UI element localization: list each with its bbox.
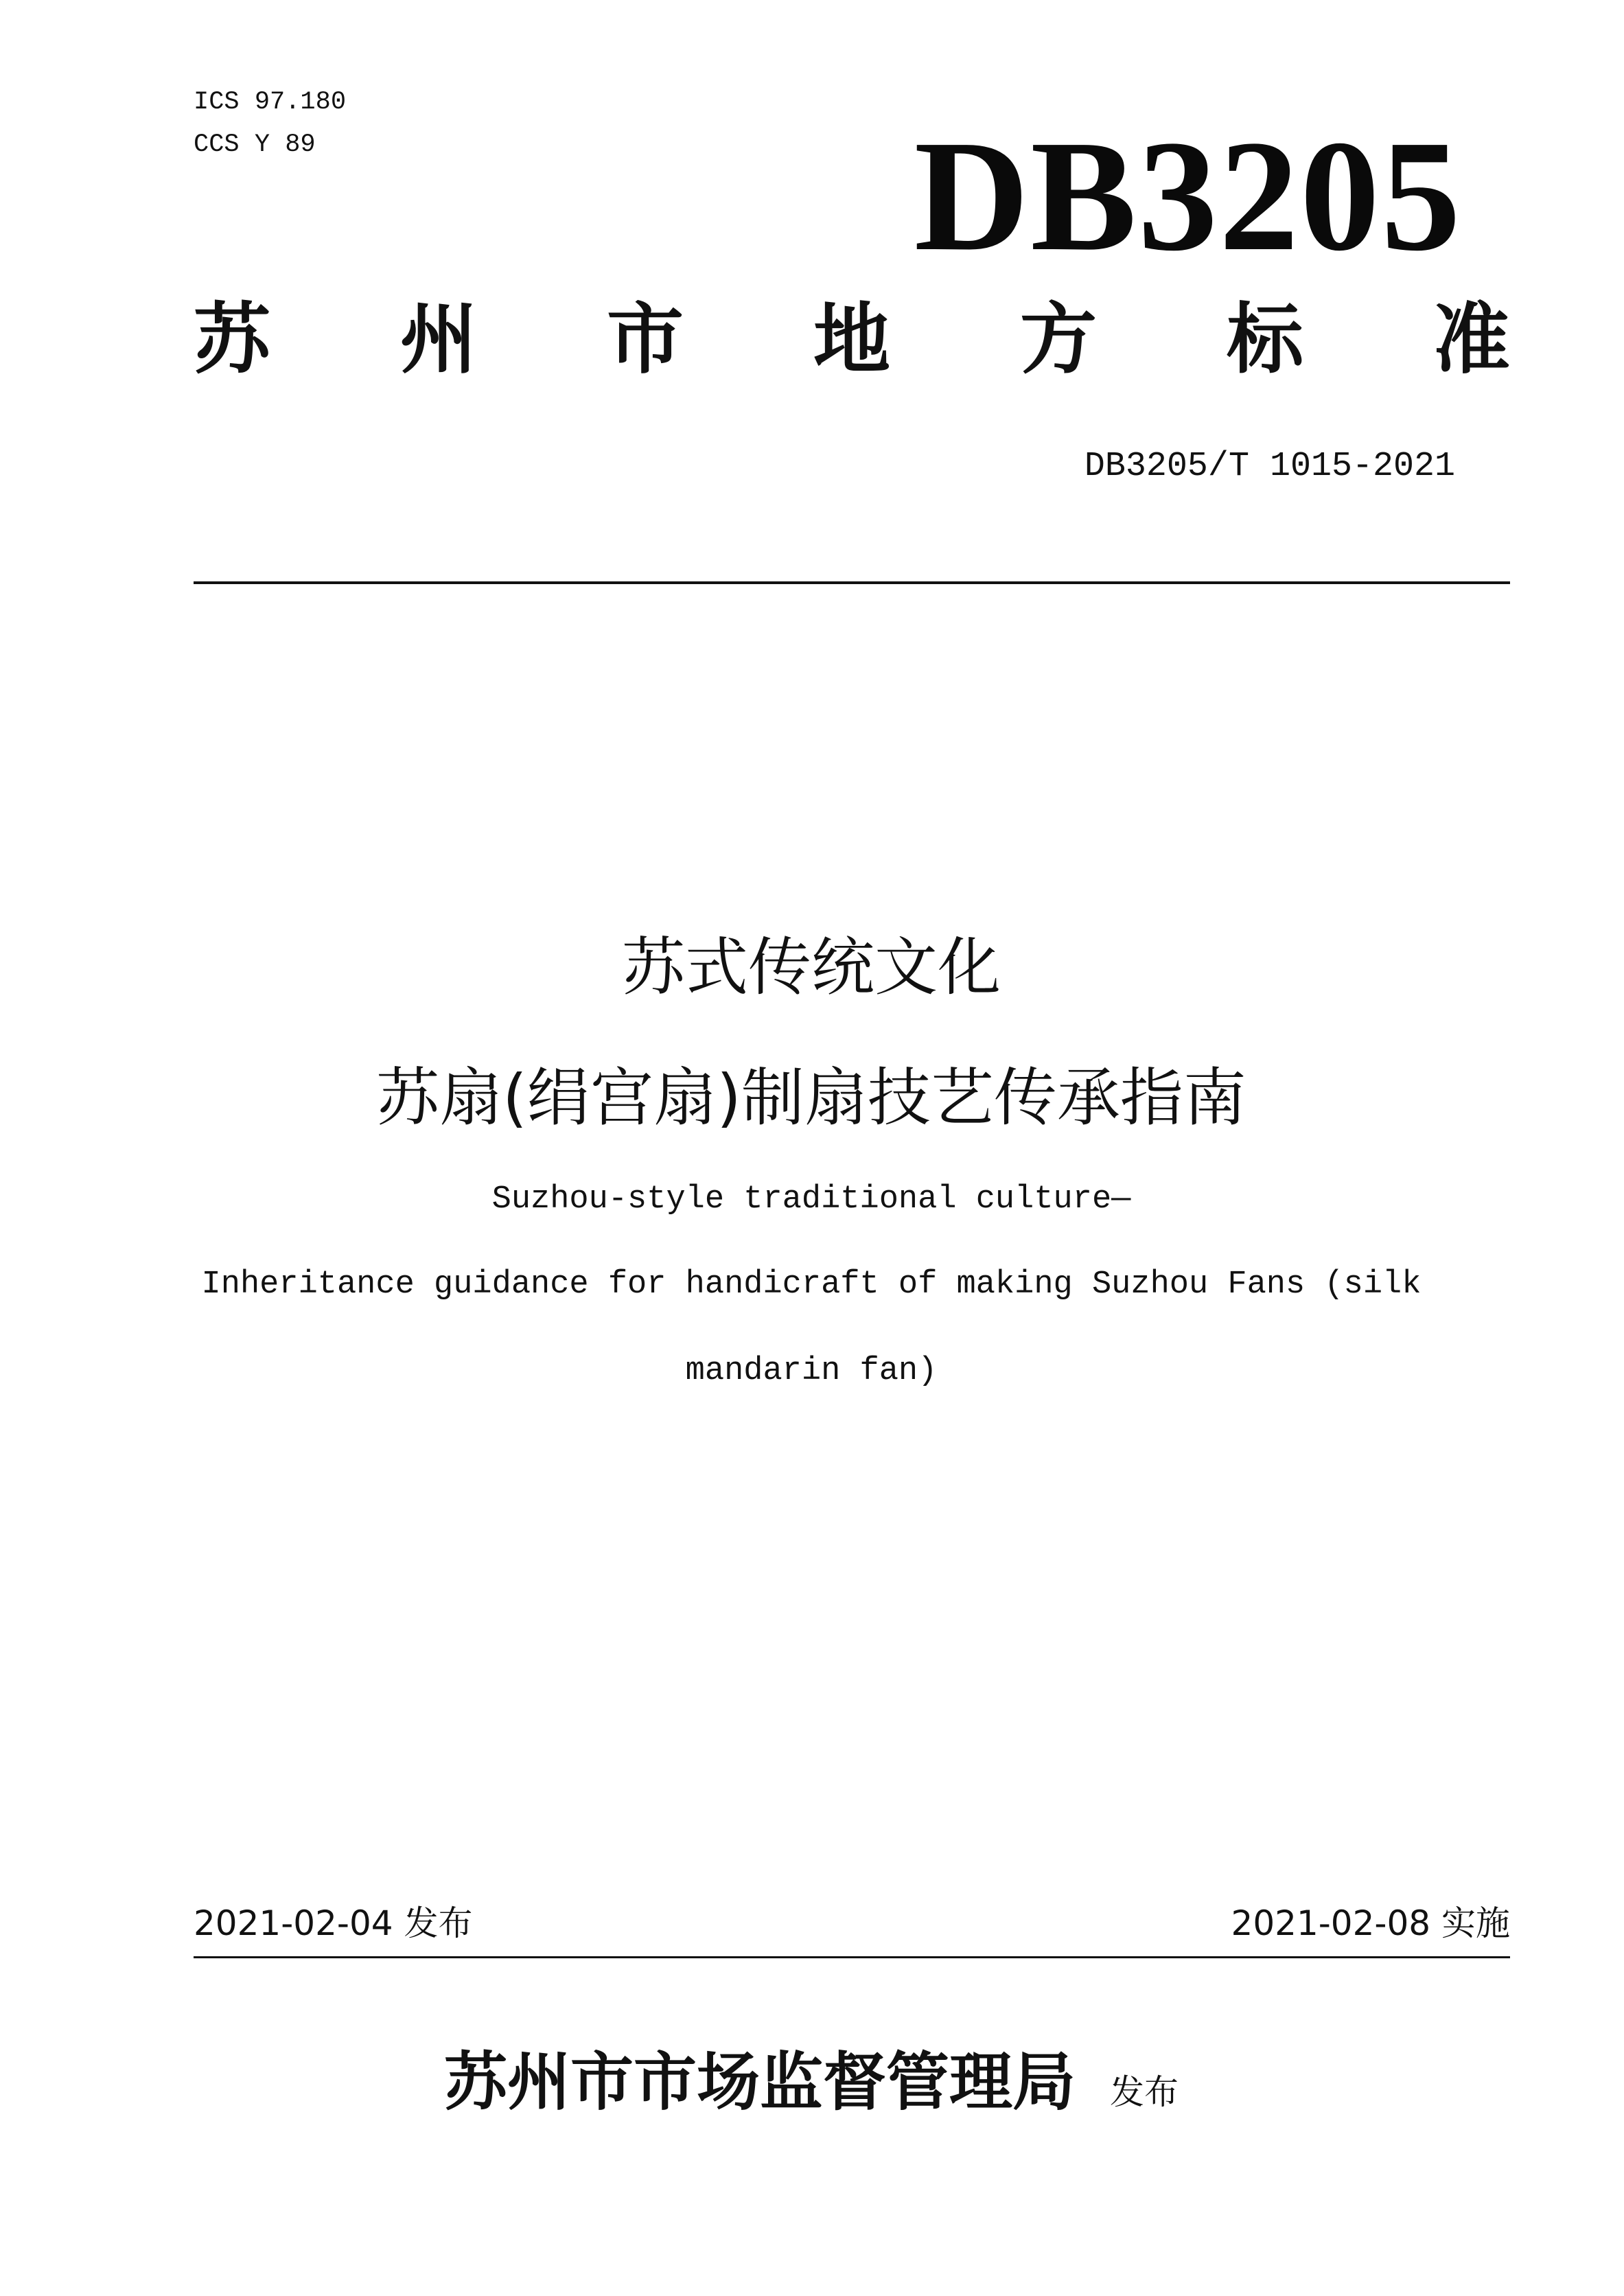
standard-type-char: 苏	[194, 294, 270, 384]
classification-codes	[194, 81, 346, 166]
standard-number: DB3205/T 1015-2021	[1084, 447, 1455, 486]
standard-type-char: 地	[813, 294, 890, 384]
ics-code: ICS 97.180	[194, 88, 347, 117]
title-en-line1: Suzhou-style traditional culture—	[491, 1181, 1131, 1218]
publish-date: 2021-02-04 发布	[194, 1903, 473, 1943]
title-cn-line1: 苏式传统文化	[621, 931, 1001, 1004]
issuer-line	[125, 2044, 1498, 2138]
standard-type-char: 市	[607, 294, 684, 384]
header-divider	[194, 581, 1510, 584]
db-code-logo: DB3205	[914, 108, 1462, 284]
standard-type-char: 方	[1020, 294, 1097, 384]
title-cn-line2: 苏扇(绢宫扇)制扇技艺传承指南	[376, 1061, 1246, 1135]
ccs-code: CCS Y 89	[194, 130, 316, 159]
issuer-suffix: 发布	[1110, 2072, 1179, 2112]
footer-divider	[194, 1956, 1510, 1958]
standard-type-heading	[194, 295, 1510, 384]
standard-type-char: 州	[400, 294, 477, 384]
implement-date: 2021-02-08 实施	[1231, 1903, 1510, 1943]
title-en-line2: Inheritance guidance for handicraft of making Suzhou Fans (silk	[201, 1266, 1422, 1303]
standard-type-char: 准	[1433, 294, 1510, 384]
title-en-line3: mandarin fan)	[685, 1353, 938, 1389]
issuer-name: 苏州市市场监督管理局	[443, 2045, 1076, 2119]
standard-type-char: 标	[1227, 294, 1303, 384]
